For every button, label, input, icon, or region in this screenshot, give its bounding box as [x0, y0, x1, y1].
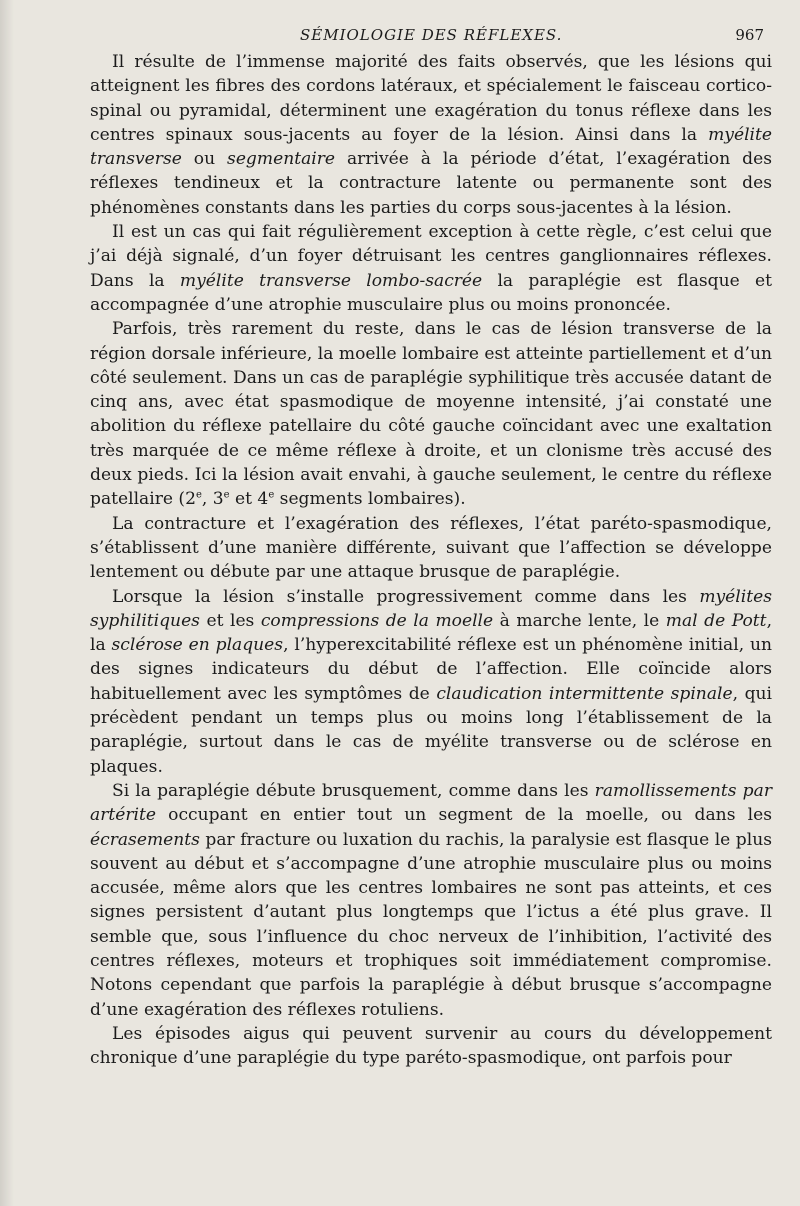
paragraph-3 — [90, 317, 772, 511]
running-title: SÉMIOLOGIE DES RÉFLEXES. — [300, 26, 563, 44]
italic-term: compressions de la moelle — [260, 610, 494, 631]
text-run: , l’hyperexcitabilité réflexe est un phénomène initial, un des signes indicateurs du début de l’affection. Elle coïncide alors habituellement avec les symptômes de — [90, 635, 773, 704]
text-run: segments lombaires). — [274, 489, 466, 510]
text-run: Il est un cas qui fait régulièrement exception à cette règle, c’est celui que j’ai déjà signalé, d’un foyer détruisant les centres ganglionnaires réflexes. Dans la — [90, 222, 772, 291]
text-run: Parfois, très rarement du reste, dans le cas de lésion transverse de la région dorsale inférieure, la moelle lombaire est atteinte partiellement et d’un côté seulement. Dans un cas de paraplégie syphilitique très accusée datant de cinq ans, avec état spasmodique de moyenne intensité, j’ai constaté une abolition du réflexe patellaire du côté gauche coïncidant avec une exaltation très marquée de ce même réflexe à droite, et un clonisme très accusé des deux pieds. Ici la lésion avait envahi, à gauche seulement, le centre du réflexe patellaire (2 — [90, 319, 772, 510]
page-number: 967 — [735, 26, 764, 44]
text-run: à marche lente, le — [493, 610, 666, 631]
paragraph-7 — [90, 1022, 772, 1071]
italic-term: mal de Pott — [665, 610, 767, 631]
page-gutter-shadow — [0, 0, 14, 1206]
text-run: , qui précèdent pendant un temps plus ou moins long l’établissement de la paraplégie, surtout dans le cas de myélite transverse ou de sclérose en plaques. — [90, 683, 772, 777]
italic-term: sclérose en plaques — [111, 635, 284, 656]
text-run: Si la paraplégie débute brusquement, comme dans les — [112, 780, 595, 801]
italic-term: myélite transverse — [90, 124, 772, 170]
italic-term: segmentaire — [227, 149, 336, 170]
text-run: par fracture ou luxation du rachis, la paralysie est flasque le plus souvent au début et s’accompagne d’une atrophie musculaire plus ou moins accusée, même alors que les centres lombaires ne sont pas atteints, et ces signes persistent d’autant plus longtemps que l’ictus a été plus grave. Il semble que, sous l’influence du choc nerveux de l’inhibition, l’activité des centres réflexes, moteurs et trophiques soit immédiatement compromise. Notons cependant que parfois la paraplégie à début brusque s’accompagne d’une exagération des réflexes rotuliens. — [90, 829, 772, 1020]
text-run: , la — [90, 610, 772, 656]
page-header — [90, 26, 772, 50]
text-run: occupant en entier tout un segment de la moelle, ou dans les — [155, 805, 772, 826]
paragraph-4 — [90, 512, 772, 585]
text-run: et 4 — [229, 489, 269, 510]
italic-term: écrasements — [90, 829, 200, 850]
ordinal-suffix: e — [223, 489, 230, 501]
paragraph-5 — [90, 585, 772, 779]
text-run: arrivée à la période d’état, l’exagération des réflexes tendineux et la contracture latente ou permanente sont des phénomènes constants dans les parties du corps sous-jacentes à la lésion. — [90, 149, 772, 218]
text-run: Il résulte de l’immense majorité des faits observés, que les lésions qui atteignent les fibres des cordons latéraux, et spécialement le faisceau cortico-spinal ou pyramidal, déterminent une exagération du tonus réflexe dans les centres spinaux sous-jacents au foyer de la lésion. Ainsi dans la — [90, 52, 772, 145]
text-run: Lorsque la lésion s’installe progressivement comme dans les — [112, 586, 700, 607]
italic-term: myélites syphilitiques — [90, 586, 772, 631]
paragraph-6 — [90, 779, 772, 1022]
body-text — [90, 50, 772, 1070]
text-run: La contracture et l’exagération des réflexes, l’état paréto-spasmodique, s’établissent d’une manière différente, suivant que l’affection se développe lentement ou débute par une attaque brusque de paraplégie. — [90, 513, 772, 583]
text-run: ou — [181, 149, 228, 170]
text-run: Les épisodes aigus qui peuvent survenir au cours du développement chronique d’une paraplégie du type paréto-spasmodique, ont parfois pour — [90, 1023, 772, 1069]
text-run: la paraplégie est flasque et accompagnée d’une atrophie musculaire plus ou moins prononcée. — [90, 270, 772, 315]
ordinal-suffix: e — [195, 489, 202, 501]
ordinal-suffix: e — [268, 489, 275, 501]
text-run: , 3 — [201, 489, 224, 510]
paragraph-2 — [90, 220, 772, 317]
italic-term: ramollissements par artérite — [90, 780, 772, 826]
text-run: et les — [199, 610, 261, 631]
italic-term: myélite transverse lombo-sacrée — [179, 270, 483, 291]
paragraph-1 — [90, 50, 772, 220]
italic-term: claudication intermittente spinale — [436, 683, 733, 704]
